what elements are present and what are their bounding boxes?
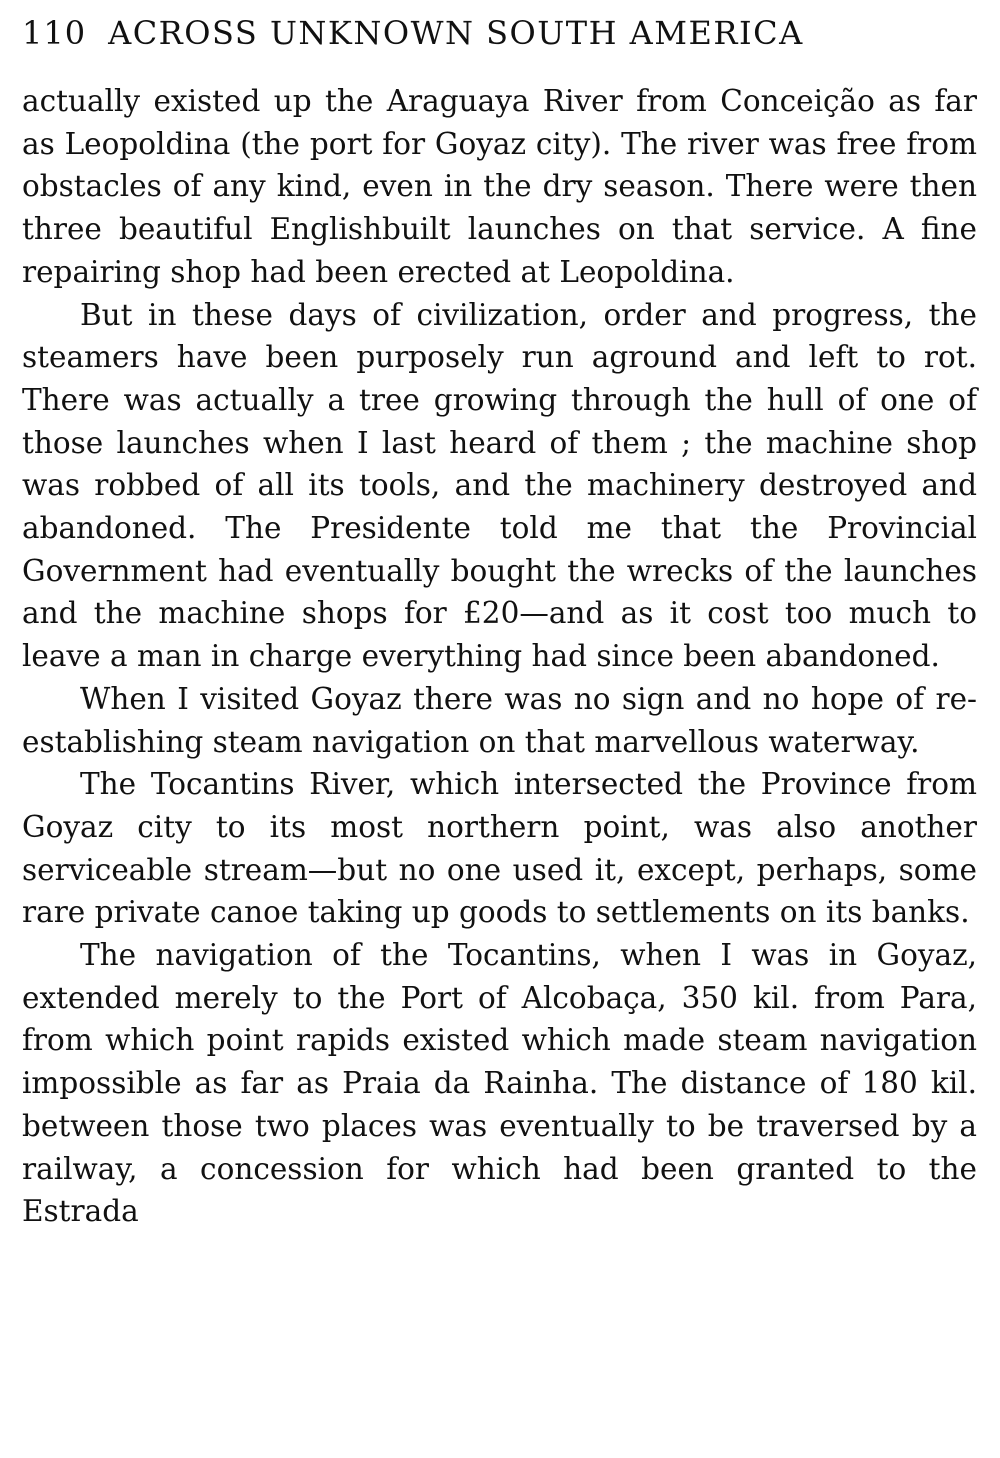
paragraph-tocantins-navigation: The navigation of the Tocantins, when I was in Goyaz, extended merely to the Port of Alcobaça, 350 kil. from Para, from which point rapids existed which made steam navigation impossible as far as Praia da Rainha. The distance of 180 kil. between those two places was eventually to be traversed by a railway, a concession for which had been granted to the Estrada xyxy=(22,938,977,1229)
book-title: ACROSS UNKNOWN SOUTH AMERICA xyxy=(108,14,804,52)
body-text xyxy=(22,80,977,1233)
paragraph-continuation: actually existed up the Araguaya River from Conceição as far as Leopoldina (the port for Goyaz city). The river was free from obstacles of any kind, even in the dry season. There were then three beautiful Englishbuilt launches on that service. A fine repairing shop had been erected at Leopoldina. xyxy=(22,84,977,289)
running-head xyxy=(22,0,977,80)
page-number: 110 xyxy=(22,14,87,52)
book-page xyxy=(22,0,977,1233)
paragraph-steamers: But in these days of civilization, order and progress, the steamers have been purposely run aground and left to rot. There was actually a tree growing through the hull of one of those launches when I last heard of them ; the machine shop was robbed of all its tools, and the machinery destroyed and abandoned. The Presidente told me that the Provincial Government had eventually bought the wrecks of the launches and the machine shops for £20—and as it cost too much to leave a man in charge everything had since been abandoned. xyxy=(22,297,977,674)
paragraph-goyaz-visit: When I visited Goyaz there was no sign and no hope of re-establishing steam navigation on that marvellous waterway. xyxy=(22,681,977,759)
paragraph-tocantins-river: The Tocantins River, which intersected the Province from Goyaz city to its most northern point, was also another serviceable stream—but no one used it, except, perhaps, some rare private canoe taking up goods to settlements on its banks. xyxy=(22,767,977,930)
